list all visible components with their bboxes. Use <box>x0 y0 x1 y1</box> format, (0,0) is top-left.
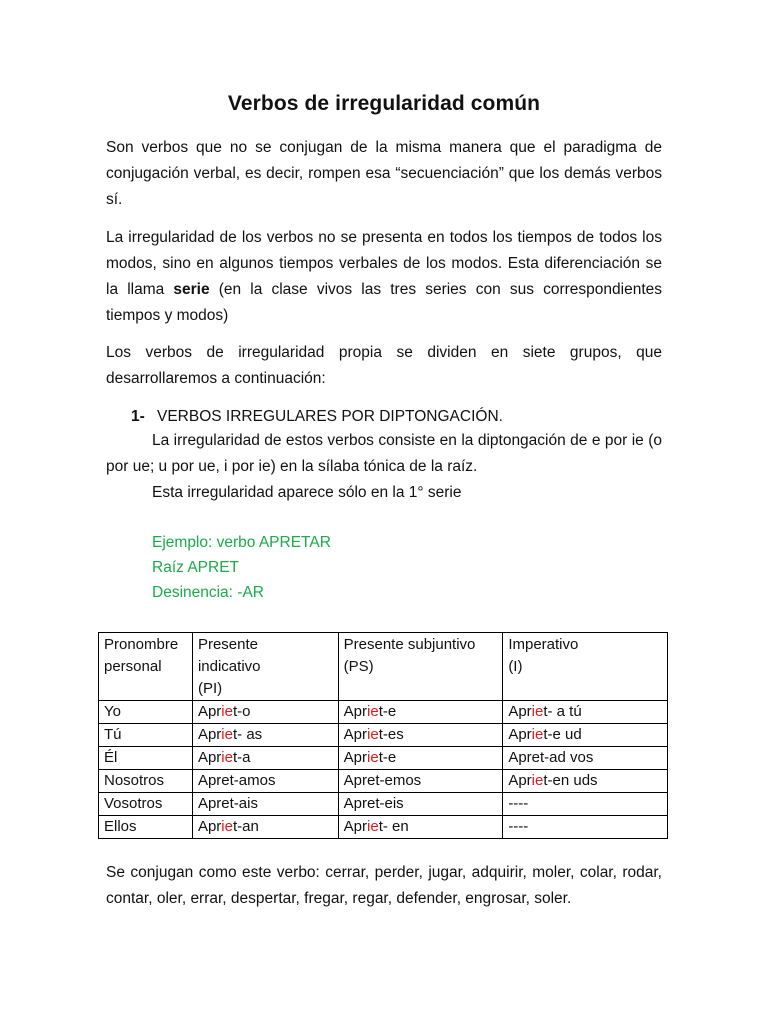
header-pronoun: Pronombre personal <box>99 633 193 701</box>
header-imp-line2: (I) <box>508 658 523 675</box>
table-row <box>99 770 668 793</box>
form-start: Apr <box>197 818 222 835</box>
form-start: Apret-ad vos <box>508 749 594 766</box>
cell-pronoun: Yo <box>99 701 193 724</box>
cell-pronoun: Vosotros <box>99 793 193 816</box>
cell-pronoun: Nosotros <box>99 770 193 793</box>
example-verb: Ejemplo: verbo APRETAR <box>152 534 331 551</box>
form-start: Apr <box>197 703 222 720</box>
form-end: t- as <box>232 726 263 743</box>
form-end: t-e ud <box>543 726 582 743</box>
form-start: Apr <box>508 726 532 743</box>
diphthong-highlight: ie <box>531 703 544 720</box>
cell-pronoun: Ellos <box>99 816 193 839</box>
cell-ps <box>338 724 503 747</box>
form-end: t-es <box>378 726 404 743</box>
cell-pi <box>192 816 338 839</box>
serie-paragraph <box>106 225 662 329</box>
header-ps-line2: (PS) <box>343 658 374 675</box>
page-title: Verbos de irregularidad común <box>227 92 541 115</box>
cell-pronoun: Él <box>99 747 193 770</box>
header-present-subjunctive <box>338 633 503 701</box>
table-body <box>99 701 668 839</box>
diphthong-highlight: ie <box>531 772 544 789</box>
diphthong-highlight: ie <box>367 703 379 720</box>
header-pi-line2: indicativo <box>197 658 261 675</box>
diphthong-highlight: ie <box>221 818 233 835</box>
form-end: t-a <box>232 749 251 766</box>
form-end: t-o <box>232 703 251 720</box>
header-imperative <box>503 633 668 701</box>
form-start: Apr <box>343 749 367 766</box>
cell-pi <box>192 770 338 793</box>
form-end: t-an <box>232 818 259 835</box>
conjugation-table <box>98 632 668 839</box>
cell-pi <box>192 747 338 770</box>
diphthong-highlight: ie <box>367 726 379 743</box>
form-start: Apret-emos <box>343 772 422 789</box>
header-ps-line1: Presente subjuntivo <box>343 636 476 653</box>
cell-pi <box>192 793 338 816</box>
serie-paragraph-text-start: La irregularidad de los verbos no se presenta en todos los tiempos de todos los modos, sino en algunos tiempos verbales de los modos. Esta diferenciación se la llama <box>106 229 662 298</box>
form-start: Apr <box>508 772 532 789</box>
table-row <box>99 793 668 816</box>
form-start: Apr <box>197 749 222 766</box>
cell-imp <box>503 701 668 724</box>
form-start: Apr <box>343 703 367 720</box>
cell-ps <box>338 793 503 816</box>
cell-ps <box>338 770 503 793</box>
cell-pi <box>192 724 338 747</box>
form-end: t- a tú <box>543 703 582 720</box>
example-ending: Desinencia: -AR <box>152 584 264 601</box>
table-row <box>99 701 668 724</box>
cell-imp <box>503 793 668 816</box>
section-heading-text: VERBOS IRREGULARES POR DIPTONGACIÓN. <box>157 408 503 425</box>
diphthong-highlight: ie <box>531 726 544 743</box>
cell-ps <box>338 701 503 724</box>
cell-imp <box>503 747 668 770</box>
section-heading <box>131 404 503 430</box>
diphthong-highlight: ie <box>221 703 233 720</box>
form-start: Apr <box>343 818 367 835</box>
cell-ps <box>338 816 503 839</box>
similar-verbs-paragraph: Se conjugan como este verbo: cerrar, perder, jugar, adquirir, moler, colar, rodar, contar, oler, errar, despertar, fregar, regar, defender, engrosar, soler. <box>106 864 662 907</box>
form-start: Apret-ais <box>197 795 258 812</box>
cell-imp <box>503 770 668 793</box>
header-pi-line1: Presente <box>197 636 258 653</box>
form-start: Apr <box>343 726 367 743</box>
diphthong-highlight: ie <box>367 818 379 835</box>
form-start: Apret-eis <box>343 795 404 812</box>
form-end: t- en <box>378 818 409 835</box>
diphthong-highlight: ie <box>367 749 379 766</box>
diphthong-highlight: ie <box>221 726 233 743</box>
header-present-indicative <box>192 633 338 701</box>
example-root: Raíz APRET <box>152 559 239 576</box>
table-row <box>99 747 668 770</box>
form-end: t-e <box>378 749 397 766</box>
serie-paragraph-text-end: (en la clase vivos las tres series con sus correspondientes tiempos y modos) <box>106 281 662 324</box>
cell-pi <box>192 701 338 724</box>
table-header-row <box>99 633 668 701</box>
header-imp-line1: Imperativo <box>508 636 579 653</box>
cell-imp <box>503 724 668 747</box>
form-start: ---- <box>508 795 529 812</box>
diphthong-paragraph: La irregularidad de estos verbos consiste en la diptongación de e por ie (o por ue; u por ue, i por ie) en la sílaba tónica de la raíz. <box>106 432 662 475</box>
serie-note: Esta irregularidad aparece sólo en la 1° serie <box>152 484 462 501</box>
section-number: 1- <box>131 408 145 425</box>
form-start: Apr <box>197 726 222 743</box>
cell-ps <box>338 747 503 770</box>
serie-term: serie <box>173 281 210 298</box>
header-pi-line3: (PI) <box>197 680 223 697</box>
table-row <box>99 816 668 839</box>
diphthong-highlight: ie <box>221 749 233 766</box>
cell-imp <box>503 816 668 839</box>
groups-paragraph: Los verbos de irregularidad propia se dividen en siete grupos, que desarrollaremos a continuación: <box>106 344 662 387</box>
form-end: t-en uds <box>543 772 598 789</box>
form-end: t-e <box>378 703 397 720</box>
form-start: Apr <box>508 703 532 720</box>
table-row <box>99 724 668 747</box>
form-start: Apret-amos <box>197 772 276 789</box>
intro-paragraph: Son verbos que no se conjugan de la misma manera que el paradigma de conjugación verbal, es decir, rompen esa “secuenciación” que los demás verbos sí. <box>106 139 662 208</box>
cell-pronoun: Tú <box>99 724 193 747</box>
form-start: ---- <box>508 818 529 835</box>
